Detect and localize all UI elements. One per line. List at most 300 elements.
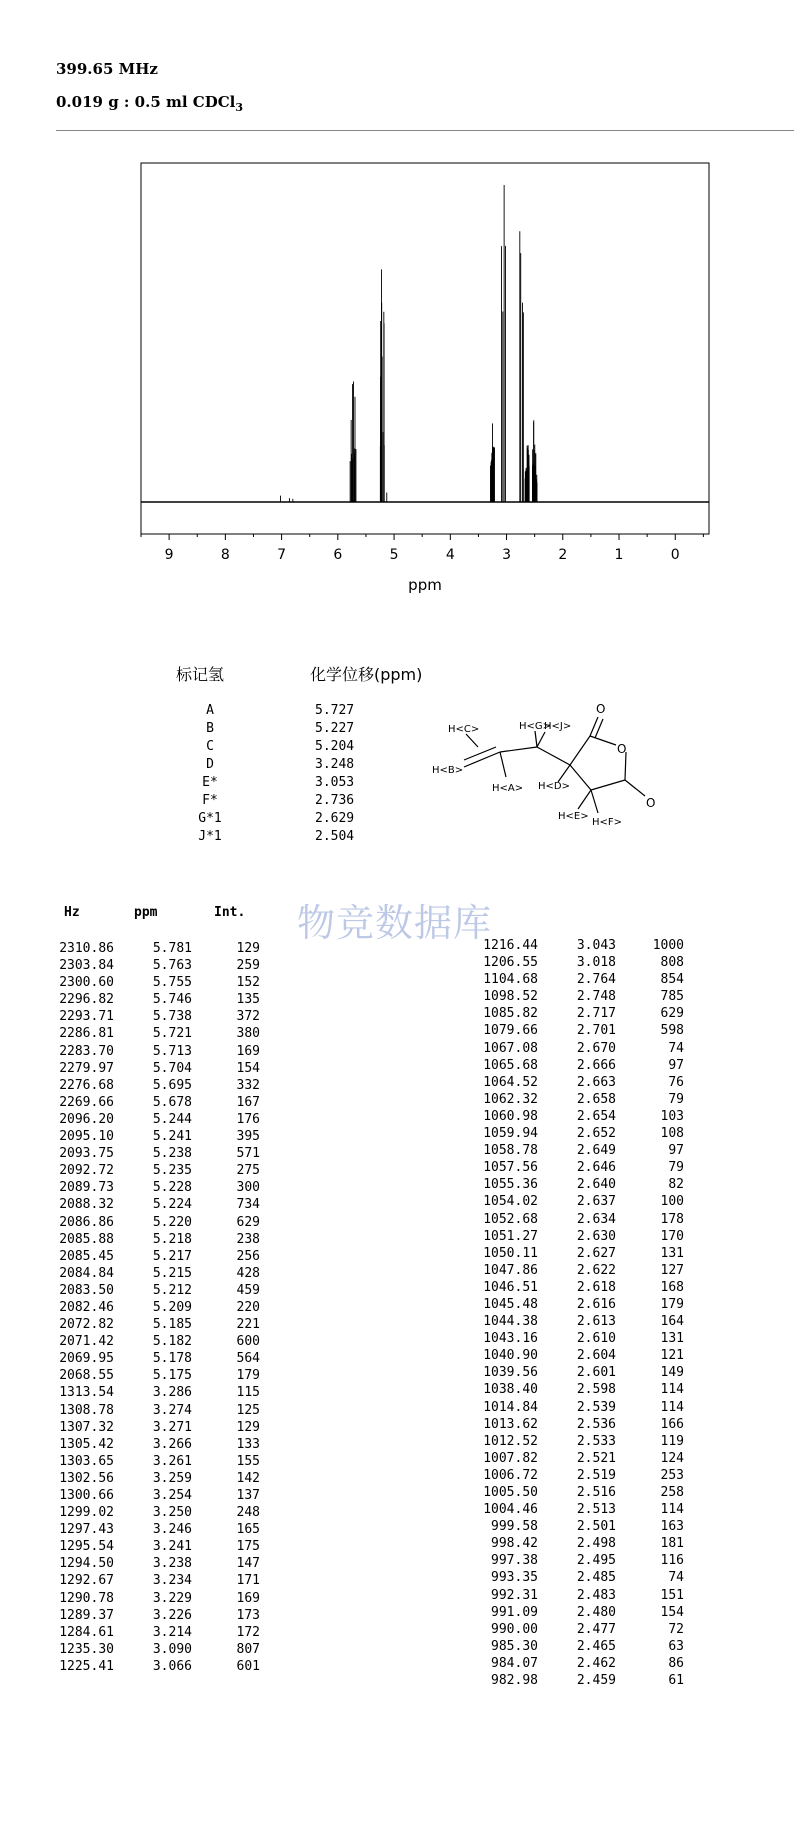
peak-intensity: 103 <box>660 1108 684 1124</box>
peak-ppm: 2.465 <box>576 1638 616 1654</box>
peak-ppm: 2.630 <box>576 1228 616 1244</box>
peak-intensity: 119 <box>660 1433 684 1449</box>
peak-hz: 1045.48 <box>483 1296 538 1312</box>
peak-hz: 1062.32 <box>483 1091 538 1107</box>
peak-ppm: 3.261 <box>152 1453 192 1469</box>
table-row <box>466 954 684 971</box>
peak-ppm: 5.182 <box>152 1334 192 1350</box>
peak-intensity: 1000 <box>652 938 684 953</box>
table-row <box>466 1638 684 1655</box>
peak-ppm: 2.536 <box>576 1416 616 1432</box>
peak-ppm: 3.018 <box>576 955 616 971</box>
peak-intensity: 152 <box>236 975 260 991</box>
table-row <box>42 1487 260 1504</box>
peak-ppm: 2.640 <box>576 1177 616 1193</box>
peak-table-left <box>42 940 260 1675</box>
peak-ppm: 5.746 <box>152 992 192 1008</box>
peak-ppm: 2.601 <box>576 1365 616 1381</box>
peak-ppm: 2.501 <box>576 1519 616 1535</box>
table-row <box>42 1128 260 1145</box>
peak-hz: 1305.42 <box>59 1436 114 1452</box>
peak-hz: 1079.66 <box>483 1023 538 1039</box>
peak-hz: 1292.67 <box>59 1573 114 1589</box>
peak-intensity: 258 <box>660 1485 684 1500</box>
peak-ppm: 2.613 <box>576 1314 616 1330</box>
peak-intensity: 808 <box>660 955 684 971</box>
table-row <box>42 1094 260 1111</box>
label-h-c: H<C> <box>448 724 480 735</box>
peak-ppm: 2.646 <box>576 1160 616 1176</box>
table-row <box>466 1621 684 1638</box>
assignment-shift: 5.204 <box>315 739 355 754</box>
peak-hz: 2069.95 <box>59 1351 114 1367</box>
peak-ppm: 5.738 <box>152 1009 192 1025</box>
peak-hz: 1058.78 <box>483 1143 538 1159</box>
peak-intensity: 179 <box>660 1296 684 1312</box>
table-row <box>466 1501 684 1518</box>
peak-hz: 2082.46 <box>59 1299 114 1315</box>
table-row <box>466 1399 684 1416</box>
peak-ppm: 3.090 <box>152 1641 192 1657</box>
peak-ppm: 5.228 <box>152 1180 192 1196</box>
sample-prefix: 0.019 g : 0.5 ml CDCl <box>56 93 236 111</box>
peak-intensity: 256 <box>236 1248 260 1264</box>
peak-intensity: 428 <box>236 1265 260 1281</box>
peak-intensity: 259 <box>236 958 260 974</box>
peak-intensity: 248 <box>236 1505 260 1521</box>
peak-ppm: 3.043 <box>576 938 616 953</box>
peak-intensity: 74 <box>668 1570 684 1586</box>
peak-intensity: 176 <box>236 1111 260 1127</box>
peak-ppm: 5.241 <box>152 1129 192 1145</box>
peak-ppm: 2.663 <box>576 1074 616 1090</box>
peak-ppm: 3.066 <box>152 1658 192 1674</box>
peak-intensity: 108 <box>660 1126 684 1142</box>
table-row <box>42 1367 260 1384</box>
peak-intensity: 275 <box>236 1163 260 1179</box>
peak-intensity: 114 <box>660 1502 684 1518</box>
peak-ppm: 2.485 <box>576 1570 616 1586</box>
peak-intensity: 601 <box>236 1658 260 1674</box>
peak-hz: 1085.82 <box>483 1006 538 1022</box>
table-row <box>466 1313 684 1330</box>
peak-hz: 1046.51 <box>483 1279 538 1295</box>
peak-intensity: 571 <box>236 1146 260 1162</box>
table-row <box>466 1125 684 1142</box>
peak-hz: 1290.78 <box>59 1590 114 1606</box>
table-row <box>466 1279 684 1296</box>
table-row <box>466 988 684 1005</box>
assignment-label: B <box>206 721 214 736</box>
peak-intensity: 127 <box>660 1262 684 1278</box>
watermark: 物竞数据库 <box>297 901 493 945</box>
table-row <box>466 1569 684 1586</box>
peak-intensity: 125 <box>236 1402 260 1418</box>
peak-hz: 1054.02 <box>483 1194 538 1210</box>
peak-hz: 1007.82 <box>483 1450 538 1466</box>
table-row <box>466 1091 684 1108</box>
peak-ppm: 5.704 <box>152 1060 192 1076</box>
x-tick-label: 6 <box>333 547 343 563</box>
peak-intensity: 221 <box>236 1317 260 1333</box>
table-row <box>42 1402 260 1419</box>
peak-ppm: 3.234 <box>152 1573 192 1589</box>
peak-intensity: 598 <box>660 1023 684 1039</box>
peak-hz: 1014.84 <box>483 1399 538 1415</box>
label-h-j: H<J> <box>544 721 572 732</box>
assignment-shift-header: 化学位移(ppm) <box>310 665 423 684</box>
peak-ppm: 5.713 <box>152 1043 192 1059</box>
table-row <box>466 1433 684 1450</box>
table-row <box>466 1364 684 1381</box>
peak-hz: 2092.72 <box>59 1163 114 1179</box>
peak-intensity: 116 <box>660 1553 684 1569</box>
peak-table-right <box>466 937 684 1689</box>
peak-header-ppm: ppm <box>134 905 158 920</box>
peak-ppm: 5.209 <box>152 1299 192 1315</box>
peak-intensity: 238 <box>236 1231 260 1247</box>
table-row <box>42 1641 260 1658</box>
peak-hz: 1052.68 <box>483 1211 538 1227</box>
table-row <box>466 1381 684 1398</box>
table-row <box>42 1145 260 1162</box>
peak-ppm: 2.495 <box>576 1553 616 1569</box>
table-row <box>466 1672 684 1689</box>
peak-intensity: 135 <box>236 992 260 1008</box>
peak-ppm: 3.274 <box>152 1402 192 1418</box>
peak-ppm: 2.604 <box>576 1348 616 1364</box>
peak-ppm: 3.238 <box>152 1556 192 1572</box>
table-row <box>42 957 260 974</box>
table-row <box>42 1384 260 1401</box>
peak-header-int: Int. <box>214 905 246 920</box>
peak-hz: 1104.68 <box>483 972 538 988</box>
peak-intensity: 807 <box>236 1641 260 1657</box>
peak-ppm: 2.477 <box>576 1621 616 1637</box>
peak-intensity: 124 <box>660 1450 684 1466</box>
assignment-label: J*1 <box>198 829 222 844</box>
peak-intensity: 253 <box>660 1467 684 1483</box>
peak-ppm: 5.224 <box>152 1197 192 1213</box>
peak-ppm: 3.250 <box>152 1505 192 1521</box>
peak-ppm: 2.598 <box>576 1382 616 1398</box>
peak-hz: 2085.88 <box>59 1231 114 1247</box>
x-tick-label: 0 <box>670 547 680 563</box>
peak-intensity: 115 <box>236 1385 260 1401</box>
assignment-shifts <box>315 702 354 846</box>
table-row <box>42 1214 260 1231</box>
peak-ppm: 2.483 <box>576 1587 616 1603</box>
peak-hz: 2276.68 <box>59 1077 114 1093</box>
peak-ppm: 2.533 <box>576 1433 616 1449</box>
table-row <box>42 1658 260 1675</box>
assignment-shift: 2.736 <box>315 793 355 808</box>
peak-hz: 1300.66 <box>59 1488 114 1503</box>
table-row <box>42 1299 260 1316</box>
peak-intensity: 171 <box>236 1573 260 1589</box>
peak-hz: 1299.02 <box>59 1505 114 1521</box>
peak-hz: 991.09 <box>491 1604 538 1620</box>
peak-ppm: 3.214 <box>152 1624 192 1640</box>
peak-intensity: 142 <box>236 1470 260 1486</box>
table-row <box>42 1008 260 1025</box>
label-h-g: H<G> <box>519 721 552 732</box>
peak-intensity: 785 <box>660 989 684 1005</box>
assignment-labels <box>170 702 250 846</box>
peak-intensity: 131 <box>660 1331 684 1347</box>
peak-ppm: 5.185 <box>152 1317 192 1333</box>
peak-intensity: 114 <box>660 1399 684 1415</box>
table-row <box>466 1040 684 1057</box>
peak-hz: 1004.46 <box>483 1502 538 1518</box>
label-o-carbonyl-top: O <box>596 702 606 716</box>
peak-ppm: 5.695 <box>152 1077 192 1093</box>
table-row <box>466 1416 684 1433</box>
peak-intensity: 76 <box>668 1074 684 1090</box>
table-row <box>42 1607 260 1624</box>
peak-intensity: 734 <box>236 1197 260 1213</box>
table-row <box>42 1453 260 1470</box>
table-row <box>42 1162 260 1179</box>
peak-ppm: 2.516 <box>576 1485 616 1500</box>
table-row <box>42 1111 260 1128</box>
peak-ppm: 2.658 <box>576 1091 616 1107</box>
peak-intensity: 63 <box>668 1638 684 1654</box>
peak-hz: 985.30 <box>491 1638 538 1654</box>
peak-intensity: 114 <box>660 1382 684 1398</box>
table-row <box>466 1552 684 1569</box>
molecule-structure <box>420 695 670 845</box>
table-row <box>466 1193 684 1210</box>
peak-hz: 1043.16 <box>483 1331 538 1347</box>
peak-ppm: 2.634 <box>576 1211 616 1227</box>
peak-intensity: 600 <box>236 1334 260 1350</box>
table-row <box>466 1057 684 1074</box>
x-tick-label: 1 <box>614 547 624 563</box>
peak-intensity: 154 <box>660 1604 684 1620</box>
peak-hz: 1303.65 <box>59 1453 114 1469</box>
assignment-shift: 2.629 <box>315 811 355 826</box>
table-row <box>466 1262 684 1279</box>
peak-ppm: 2.498 <box>576 1536 616 1552</box>
peak-hz: 1295.54 <box>59 1539 114 1555</box>
peak-intensity: 100 <box>660 1194 684 1210</box>
peak-intensity: 173 <box>236 1607 260 1623</box>
x-axis-label: ppm <box>408 576 442 594</box>
table-row <box>466 1142 684 1159</box>
table-row <box>466 1450 684 1467</box>
assignment-label: A <box>206 703 214 718</box>
peak-intensity: 74 <box>668 1040 684 1056</box>
peak-hz: 1067.08 <box>483 1040 538 1056</box>
peak-hz: 1050.11 <box>483 1245 538 1261</box>
peak-intensity: 155 <box>236 1453 260 1469</box>
label-o-ring: O <box>617 742 627 756</box>
peak-intensity: 137 <box>236 1488 260 1503</box>
peak-hz: 1302.56 <box>59 1470 114 1486</box>
table-row <box>466 937 684 954</box>
peak-hz: 998.42 <box>491 1536 538 1552</box>
label-h-b: H<B> <box>432 765 464 776</box>
peak-intensity: 163 <box>660 1519 684 1535</box>
peak-hz: 1297.43 <box>59 1522 114 1538</box>
x-tick-label: 4 <box>445 547 455 563</box>
assignment-label: C <box>206 739 214 754</box>
table-row <box>466 1245 684 1262</box>
peak-intensity: 82 <box>668 1177 684 1193</box>
peak-ppm: 2.616 <box>576 1296 616 1312</box>
table-row <box>42 1316 260 1333</box>
peak-hz: 2085.45 <box>59 1248 114 1264</box>
peak-ppm: 2.539 <box>576 1399 616 1415</box>
peak-hz: 1006.72 <box>483 1467 538 1483</box>
peak-intensity: 61 <box>668 1673 684 1689</box>
peak-hz: 1216.44 <box>483 938 538 953</box>
peak-hz: 990.00 <box>491 1621 538 1637</box>
peak-intensity: 170 <box>660 1228 684 1244</box>
x-tick-label: 9 <box>164 547 174 563</box>
peak-hz: 2068.55 <box>59 1368 114 1384</box>
peak-ppm: 5.217 <box>152 1248 192 1264</box>
peak-ppm: 2.618 <box>576 1279 616 1295</box>
label-h-e: H<E> <box>558 811 589 822</box>
table-row <box>42 1333 260 1350</box>
peak-ppm: 3.271 <box>152 1419 192 1435</box>
table-row <box>42 1419 260 1436</box>
peak-hz: 999.58 <box>491 1519 538 1535</box>
peak-intensity: 459 <box>236 1282 260 1298</box>
peak-ppm: 2.521 <box>576 1450 616 1466</box>
peak-hz: 2269.66 <box>59 1094 114 1110</box>
peak-hz: 2293.71 <box>59 1009 114 1025</box>
peak-intensity: 79 <box>668 1091 684 1107</box>
peak-ppm: 2.622 <box>576 1262 616 1278</box>
peak-ppm: 5.721 <box>152 1026 192 1042</box>
table-row <box>466 1518 684 1535</box>
peak-intensity: 172 <box>236 1624 260 1640</box>
peak-intensity: 164 <box>660 1314 684 1330</box>
peak-hz: 2084.84 <box>59 1265 114 1281</box>
peak-intensity: 175 <box>236 1539 260 1555</box>
peak-hz: 1313.54 <box>59 1385 114 1401</box>
peak-intensity: 133 <box>236 1436 260 1452</box>
peak-hz: 1039.56 <box>483 1365 538 1381</box>
peak-header-hz: Hz <box>64 905 80 920</box>
x-tick-label: 5 <box>389 547 399 563</box>
assignment-label: G*1 <box>198 811 222 826</box>
peak-intensity: 79 <box>668 1160 684 1176</box>
peak-hz: 993.35 <box>491 1570 538 1586</box>
table-row <box>42 1060 260 1077</box>
label-h-d: H<D> <box>538 781 570 792</box>
table-row <box>42 1350 260 1367</box>
x-tick-label: 2 <box>558 547 568 563</box>
assignment-shift: 2.504 <box>315 829 355 844</box>
peak-ppm: 3.229 <box>152 1590 192 1606</box>
peak-hz: 1047.86 <box>483 1262 538 1278</box>
peak-hz: 2072.82 <box>59 1317 114 1333</box>
peak-ppm: 2.513 <box>576 1502 616 1518</box>
table-row <box>466 1228 684 1245</box>
table-row <box>466 1604 684 1621</box>
peak-ppm: 3.286 <box>152 1385 192 1401</box>
peak-ppm: 3.246 <box>152 1522 192 1538</box>
table-row <box>42 1436 260 1453</box>
peak-ppm: 2.519 <box>576 1467 616 1483</box>
table-row <box>466 1655 684 1672</box>
peak-intensity: 181 <box>660 1536 684 1552</box>
peak-ppm: 5.678 <box>152 1094 192 1110</box>
peak-ppm: 2.480 <box>576 1604 616 1620</box>
peak-hz: 2303.84 <box>59 958 114 974</box>
peak-intensity: 854 <box>660 972 684 988</box>
peak-hz: 982.98 <box>491 1673 538 1689</box>
table-row <box>42 974 260 991</box>
peak-ppm: 3.259 <box>152 1470 192 1486</box>
peak-hz: 1294.50 <box>59 1556 114 1572</box>
table-row <box>42 1077 260 1094</box>
peak-ppm: 2.462 <box>576 1655 616 1671</box>
table-row <box>466 1022 684 1039</box>
peak-hz: 1098.52 <box>483 989 538 1005</box>
peak-hz: 997.38 <box>491 1553 538 1569</box>
peak-hz: 2296.82 <box>59 992 114 1008</box>
peak-ppm: 5.755 <box>152 975 192 991</box>
assignment-shift: 5.227 <box>315 721 355 736</box>
peak-hz: 1012.52 <box>483 1433 538 1449</box>
peak-hz: 2279.97 <box>59 1060 114 1076</box>
peak-intensity: 165 <box>236 1522 260 1538</box>
table-row <box>42 940 260 957</box>
peak-intensity: 147 <box>236 1556 260 1572</box>
peak-hz: 2310.86 <box>59 941 114 956</box>
peak-hz: 1225.41 <box>59 1658 114 1674</box>
table-row <box>42 1231 260 1248</box>
peak-intensity: 169 <box>236 1043 260 1059</box>
table-row <box>42 1572 260 1589</box>
peak-hz: 2071.42 <box>59 1334 114 1350</box>
peak-ppm: 5.763 <box>152 958 192 974</box>
peak-intensity: 154 <box>236 1060 260 1076</box>
peak-intensity: 151 <box>660 1587 684 1603</box>
peak-intensity: 72 <box>668 1621 684 1637</box>
ticks-group <box>141 534 703 563</box>
peak-ppm: 2.627 <box>576 1245 616 1261</box>
peak-ppm: 5.215 <box>152 1265 192 1281</box>
peak-ppm: 5.235 <box>152 1163 192 1179</box>
table-row <box>466 1211 684 1228</box>
peak-hz: 2300.60 <box>59 975 114 991</box>
peak-hz: 2286.81 <box>59 1026 114 1042</box>
table-row <box>42 1196 260 1213</box>
peak-hz: 1308.78 <box>59 1402 114 1418</box>
peak-intensity: 166 <box>660 1416 684 1432</box>
peak-intensity: 167 <box>236 1094 260 1110</box>
peak-ppm: 2.652 <box>576 1126 616 1142</box>
peak-hz: 1284.61 <box>59 1624 114 1640</box>
peak-hz: 2095.10 <box>59 1129 114 1145</box>
label-h-f: H<F> <box>592 817 623 828</box>
x-tick-label: 7 <box>277 547 287 563</box>
peak-intensity: 131 <box>660 1245 684 1261</box>
peak-hz: 1064.52 <box>483 1074 538 1090</box>
peak-intensity: 220 <box>236 1299 260 1315</box>
peak-hz: 1206.55 <box>483 955 538 971</box>
peak-ppm: 2.748 <box>576 989 616 1005</box>
peak-ppm: 5.175 <box>152 1368 192 1384</box>
peak-ppm: 2.649 <box>576 1143 616 1159</box>
peak-ppm: 5.218 <box>152 1231 192 1247</box>
